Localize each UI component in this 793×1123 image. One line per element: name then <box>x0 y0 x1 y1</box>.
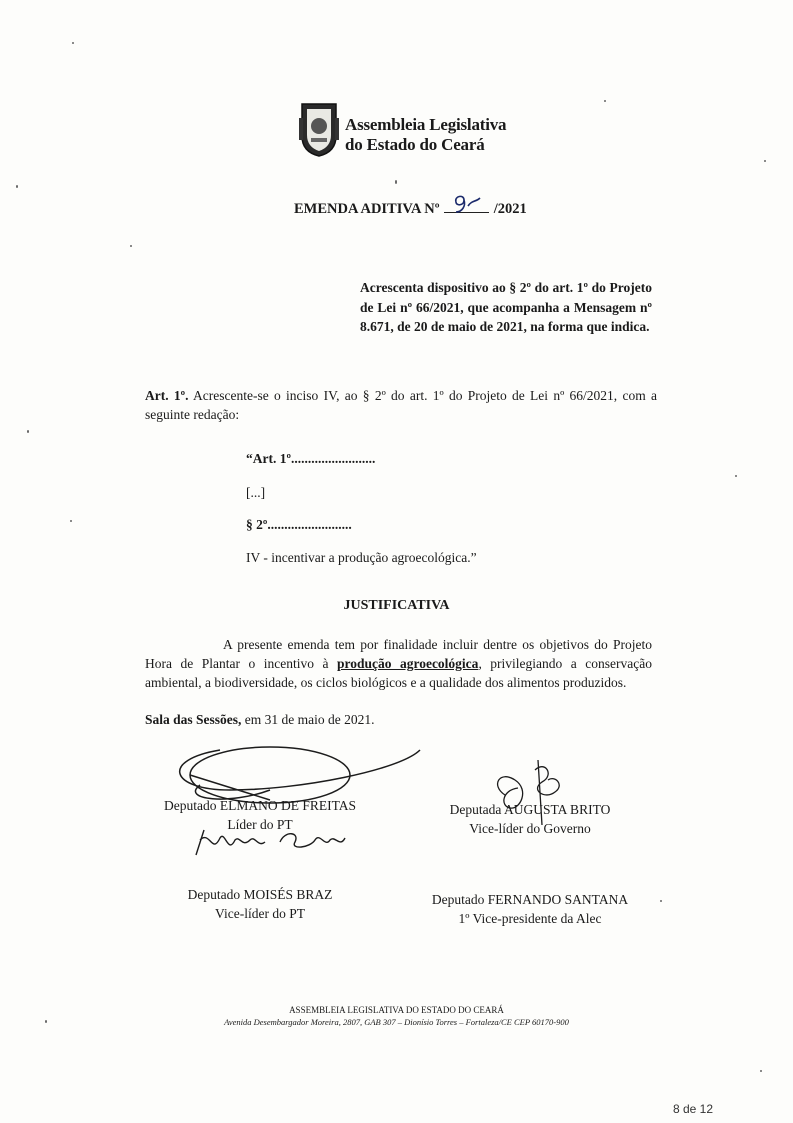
quoted-line-paragraph: § 2º......................... <box>246 517 352 532</box>
signatory-role: Líder do PT <box>227 817 293 832</box>
signatory-role: Vice-líder do Governo <box>469 821 591 836</box>
sala-das-sessoes <box>145 712 375 728</box>
scan-speck <box>16 185 18 188</box>
org-name-line2: do Estado do Ceará <box>345 135 485 154</box>
sala-date: em 31 de maio de 2021. <box>241 712 375 727</box>
signatory-name: Deputada AUGUSTA BRITO <box>449 802 611 817</box>
emenda-number-field <box>444 198 489 213</box>
scan-speck <box>604 100 606 102</box>
state-seal-icon <box>298 100 340 158</box>
scan-speck <box>660 900 662 902</box>
justificativa-highlight: produção agroecológica <box>336 656 479 671</box>
sala-label: Sala das Sessões, <box>145 712 242 727</box>
scan-speck <box>130 245 132 247</box>
scan-speck <box>764 160 766 162</box>
document-header <box>298 100 558 160</box>
scan-speck <box>45 1020 47 1023</box>
document-footer <box>0 1004 793 1028</box>
signatory-name: Deputado FERNANDO SANTANA <box>431 892 629 907</box>
quoted-line-ellipsis: [...] <box>246 485 266 500</box>
signatory-3 <box>130 885 390 923</box>
scan-speck <box>735 475 737 477</box>
org-name <box>345 115 506 155</box>
handwritten-number-icon <box>452 192 482 214</box>
signatory-4 <box>400 890 660 928</box>
page-count: 8 de 12 <box>672 1102 713 1116</box>
justificativa-part2: , privilegiando a conservação ambiental, a biodiversidade, os ciclos biológicos e a qualidade dos alimentos produzidos. <box>145 656 652 690</box>
article-text: Acrescente-se o inciso IV, ao § 2º do art. 1º do Projeto de Lei nº 66/2021, com a seguinte redação: <box>145 388 657 422</box>
article-1 <box>145 386 657 424</box>
footer-line2: Avenida Desembargador Moreira, 2807, GAB 307 – Dionísio Torres – Fortaleza/CE CEP 60170-900 <box>224 1017 569 1027</box>
footer-line1: ASSEMBLEIA LEGISLATIVA DO ESTADO DO CEARÁ <box>289 1005 504 1015</box>
justificativa-part1: A presente emenda tem por finalidade incluir dentre os objetivos do Projeto Hora de Plantar o incentivo à <box>145 637 652 671</box>
scan-speck <box>72 42 74 44</box>
quoted-line-inciso: IV - incentivar a produção agroecológica.” <box>246 550 477 565</box>
quoted-line-art: “Art. 1º......................... <box>246 451 376 466</box>
scan-speck <box>395 180 397 184</box>
emenda-suffix: /2021 <box>493 201 527 217</box>
article-label: Art. 1º. <box>145 388 189 403</box>
scan-speck <box>70 520 72 522</box>
org-name-line1: Assembleia Legislativa <box>345 115 507 134</box>
scan-speck <box>27 430 29 433</box>
emenda-title <box>294 198 527 218</box>
ementa: Acrescenta dispositivo ao § 2º do art. 1º do Projeto de Lei nº 66/2021, que acompanha a Mensagem nº 8.671, de 20 de maio de 2021, na forma que indica. <box>360 280 652 334</box>
signature-elmano-icon <box>180 747 420 803</box>
signatory-role: 1º Vice-presidente da Alec <box>458 911 602 926</box>
scan-speck <box>760 1070 762 1072</box>
signatory-2 <box>410 800 650 838</box>
justificativa-body <box>145 635 652 692</box>
justificativa-title: JUSTIFICATIVA <box>343 598 450 613</box>
signatory-name: Deputado MOISÉS BRAZ <box>187 887 333 902</box>
signatory-role: Vice-líder do PT <box>215 906 305 921</box>
emenda-prefix: EMENDA ADITIVA Nº <box>294 201 440 217</box>
signatory-1 <box>130 796 390 834</box>
signatory-name: Deputado ELMANO DE FREITAS <box>163 798 357 813</box>
